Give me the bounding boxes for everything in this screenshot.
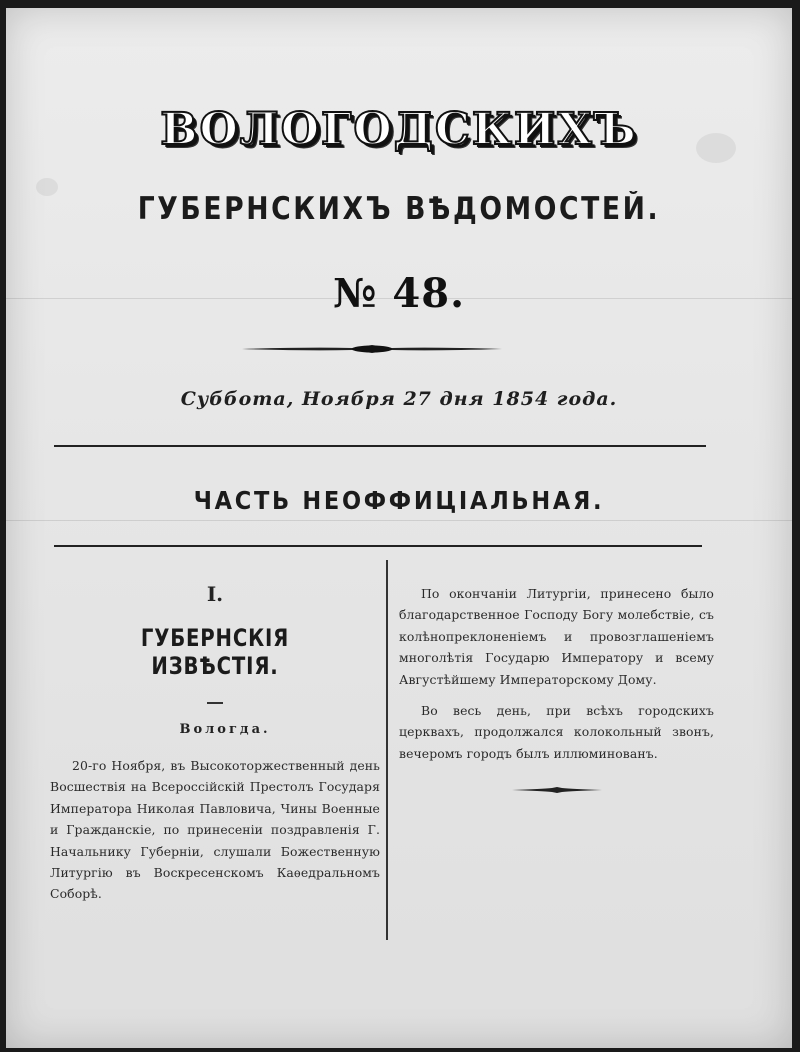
left-column xyxy=(50,568,380,905)
right-column xyxy=(399,583,714,794)
dateline: Суббота, Ноября 27 дня 1854 года. xyxy=(180,388,618,410)
masthead-subtitle: ГУБЕРНСКИХЪ ВѢДОМОСТЕЙ. xyxy=(137,191,661,227)
news-paragraph: Во весь день, при всѣхъ городскихъ церквахъ, продолжался колокольный звонъ, вечеромъ городъ былъ иллюминованъ. xyxy=(399,703,714,761)
issue-number: № 48. xyxy=(333,270,465,317)
section-dash xyxy=(207,702,223,704)
section-title: ГУБЕРНСКІЯ ИЗВѢСТІЯ. xyxy=(140,624,290,680)
section-number: I. xyxy=(206,582,224,606)
column-divider xyxy=(386,560,388,940)
masthead-title: ВОЛОГОДСКИХЪ xyxy=(160,104,638,155)
newspaper-page xyxy=(6,8,792,1048)
ornament-rule-icon xyxy=(242,341,502,357)
horizontal-rule xyxy=(54,545,702,547)
city-heading: Вологда. xyxy=(179,722,271,737)
ornament-dash-icon xyxy=(512,786,602,794)
horizontal-rule xyxy=(54,445,706,447)
news-paragraph: 20-го Ноября, въ Высокоторжественный день Восшествія на Всероссійскій Престолъ Государя Императора Николая Павловича, Чины Военные и Гражданскіе, по принесеніи поздравленія Г. Начальнику Губерніи, слушали Божественную Литургію въ Воскресенскомъ Каѳедральномъ Соборѣ. xyxy=(50,758,380,902)
news-paragraph: По окончаніи Литургіи, принесено было благодарственное Господу Богу молебствіе, съ колѣнопреклоненіемъ и провозглашеніемъ многолѣтія Государю Императору и всему Августѣйшему Императорскому Дому. xyxy=(399,586,714,687)
scan-fold-line xyxy=(6,520,792,521)
paper-stain xyxy=(36,178,58,196)
part-title: ЧАСТЬ НЕОФФИЦІАЛЬНАЯ. xyxy=(193,486,605,515)
